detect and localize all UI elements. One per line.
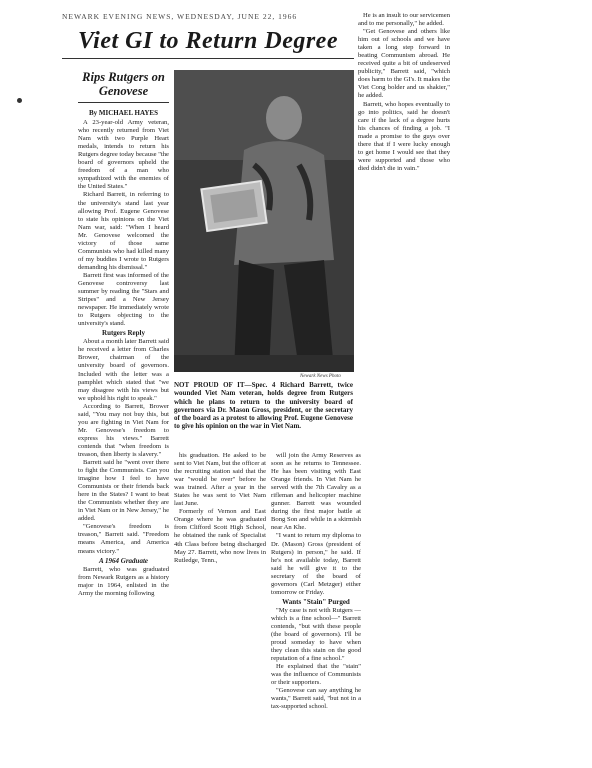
caption-text: Spec. 4 Richard Barrett, twice wounded Viet Nam veteran, holds degree from Rutgers which he plans to return to the university board of governors via Dr. Mason Gross, president, or the secretary of the board as a protest to allowing Prof. Eugene Genovese to give his opinion on the war in Viet Nam. [174, 381, 353, 431]
article-column-3 [271, 452, 361, 712]
paragraph: About a month later Barrett said he received a letter from Charles Brower, chairman of the university board of governors. Included with the letter was a pamphlet which stated that "we may disagree with his views but we uphold his right to speak." [78, 338, 169, 402]
paragraph: Barrett, who was graduated from Newark Rutgers as a history major in 1964, enlisted in the Army the morning following [78, 565, 169, 597]
paragraph: He is an insult to our servicemen and to me personally," he added. [358, 12, 450, 28]
paragraph: "Genovese's freedom is treason," Barrett said. "Freedom means America, and America means victory." [78, 523, 169, 555]
paragraph: "Genovese can say anything he wants," Barrett said, "but not in a tax-supported school. [271, 687, 361, 711]
masthead: NEWARK EVENING NEWS, WEDNESDAY, JUNE 22, 1966 [62, 12, 298, 21]
paragraph: Barrett, who hopes eventually to go into politics, said he doesn't care if the lack of a degree hurts his chances of finding a job. "I made a promise to the guys over there that if I were lucky enough to get home I would see that they were supported and those who died didn't die in vain." [358, 100, 450, 172]
photo-caption [174, 381, 353, 431]
punch-hole-mark [17, 98, 22, 103]
paragraph: According to Barrett, Brower said, "You may not buy this, but you are fighting in Viet Nam for Mr. Genovese's freedom to express his views." Barrett contends that "when freedom is treason, then liberty is slavery." [78, 402, 169, 458]
headline: Viet GI to Return Degree [62, 28, 354, 59]
photo-credit: Newark News Photo [300, 374, 341, 379]
crosshead: Wants "Stain" Purged [282, 597, 350, 606]
paragraph: Barrett first was informed of the Genovese controversy last summer by reading the "Stars and Stripes" and a New Jersey newspaper. He immediately wrote to Rutgers objecting to the university's stand. [78, 271, 169, 328]
paragraph: "Get Genovese and others like him out of schools and we have taken a long step forward in beating Communism abroad. He received quite a bit of undeserved publicity," Barrett said, "which does harm to the GI's. It makes the Viet Cong bolder and us shakier," he added. [358, 28, 450, 100]
article-column-1 [78, 68, 169, 598]
paragraph: He explained that the "stain" was the influence of Communists or their supporters. [271, 663, 361, 687]
paragraph: will join the Army Reserves as soon as he returns to Tennessee. He has been visiting with East Orange friends. In Viet Nam he served with the 7th Cavalry as a rifleman and helicopter machine gunner. Barrett was wounded during the first major battle at Bong Son and while in a skirmish near An Khe. [271, 452, 361, 532]
news-photo [174, 70, 354, 372]
subheadline: Rips Rutgers on Genovese [82, 70, 165, 98]
paragraph: Formerly of Vernon and East Orange where he was graduated from Clifford Scott High School, he obtained the rank of Specialist 4th Class before being discharged May 27. Barrett, who now lives in Rutledge, Tenn., [174, 508, 266, 564]
paragraph: A 23-year-old Army veteran, who recently returned from Viet Nam with two Purple Heart medals, intends to return his Rutgers degree today because "the board of governors upheld the freedom of a man who sympathized with the enemies of the United States." [78, 119, 169, 191]
crosshead: Rutgers Reply [102, 329, 145, 338]
byline: By MICHAEL HAYES [89, 109, 158, 117]
paragraph: "I want to return my diploma to Dr. (Mason) Gross (president of Rutgers) in person," he said. If he's not available today, Barrett said he will give it to the secretary of the board of governors (Carl Metzger) either tomorrow or Friday. [271, 532, 361, 596]
divider [78, 102, 169, 103]
paragraph: his graduation. He asked to be sent to Viet Nam, but the officer at the recruiting station said that the war "would be over" before he was trained. After a year in the States he was sent to Viet Nam last June. [174, 452, 266, 508]
article-column-4 [358, 12, 450, 173]
crosshead: A 1964 Graduate [98, 556, 148, 565]
caption-lead: NOT PROUD OF IT— [174, 381, 252, 389]
paragraph: "My case is not with Rutgers —which is a fine school—" Barrett contends, "but with these people (the board of governors). I'll be proud someday to have when they clean this stain on the good reputation of a fine school." [271, 606, 361, 663]
paragraph: Barrett said he "went over there to fight the Communists. Can you imagine how I feel to have Communists or their friends back here in the States? I want to beat the Communists whether they are in Viet Nam or in New Jersey," he added. [78, 459, 169, 523]
article-column-2 [174, 452, 266, 565]
paragraph: Richard Barrett, in referring to the university's stand last year allowing Prof. Eugene Genovese to state his opinions on the Viet Nam war, said: "When I heard Mr. Genovese welcomed the victory of those same Communists who had killed many of my buddies I wrote to Rutgers demanding his dismissal." [78, 191, 169, 271]
